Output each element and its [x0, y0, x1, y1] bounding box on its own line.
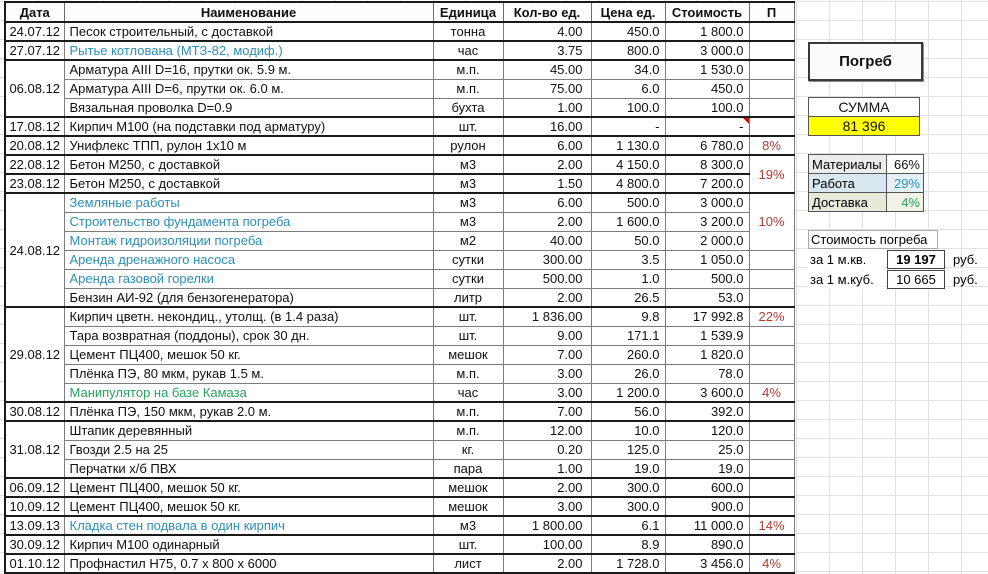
unit-cell[interactable]: м.п.: [433, 79, 503, 98]
cost-cell[interactable]: 600.0: [665, 478, 749, 497]
qty-cell[interactable]: 1.00: [503, 98, 591, 117]
qty-cell[interactable]: 6.00: [503, 193, 591, 212]
table-row: [5, 250, 794, 269]
date-cell[interactable]: 10.09.12: [5, 497, 64, 516]
price-cell[interactable]: 1.0: [591, 269, 665, 288]
table-row: [5, 269, 794, 288]
name-cell[interactable]: Унифлекс ТПП, рулон 1х10 м: [64, 136, 433, 155]
unit-cell[interactable]: пара: [433, 459, 503, 478]
name-cell[interactable]: Аренда дренажного насоса: [64, 250, 433, 269]
table-row: [5, 421, 794, 440]
date-cell[interactable]: 30.09.12: [5, 535, 64, 554]
percent-cell[interactable]: [749, 41, 794, 60]
cost-cell[interactable]: 1 050.0: [665, 250, 749, 269]
cost-cell[interactable]: 19.0: [665, 459, 749, 478]
cost-cell[interactable]: 1 530.0: [665, 60, 749, 79]
name-cell[interactable]: Тара возвратная (поддоны), срок 30 дн.: [64, 326, 433, 345]
date-cell[interactable]: 31.08.12: [5, 421, 64, 478]
unit-cell[interactable]: м.п.: [433, 421, 503, 440]
name-cell[interactable]: Цемент ПЦ400, мешок 50 кг.: [64, 497, 433, 516]
percent-cell[interactable]: [749, 421, 794, 440]
price-cell[interactable]: 9.8: [591, 307, 665, 326]
header-cell-cost[interactable]: Стоимость: [665, 2, 749, 22]
breakdown-value[interactable]: 29%: [887, 174, 924, 193]
expenses-table: [4, 1, 795, 574]
unit-cell[interactable]: шт.: [433, 307, 503, 326]
qty-cell[interactable]: 4.00: [503, 22, 591, 41]
cost-cell[interactable]: 1 800.0: [665, 22, 749, 41]
qty-cell[interactable]: 7.00: [503, 402, 591, 421]
qty-cell[interactable]: 1 836.00: [503, 307, 591, 326]
date-cell[interactable]: 27.07.12: [5, 41, 64, 60]
qty-cell[interactable]: 500.00: [503, 269, 591, 288]
price-cell[interactable]: 50.0: [591, 231, 665, 250]
price-cell[interactable]: 8.9: [591, 535, 665, 554]
qty-cell[interactable]: 6.00: [503, 136, 591, 155]
unit-cell[interactable]: м.п.: [433, 364, 503, 383]
header-cell-unit[interactable]: Единица: [433, 2, 503, 22]
percent-cell[interactable]: 8%: [749, 136, 794, 155]
qty-cell[interactable]: 2.00: [503, 478, 591, 497]
breakdown-row-work: [809, 174, 924, 193]
table-row: [5, 193, 794, 212]
unit-cell[interactable]: тонна: [433, 22, 503, 41]
percent-cell[interactable]: [749, 98, 794, 117]
header-cell-percent[interactable]: П: [749, 2, 794, 22]
price-cell[interactable]: 450.0: [591, 22, 665, 41]
unit-cell[interactable]: м3: [433, 155, 503, 174]
unit-cell[interactable]: час: [433, 383, 503, 402]
cost-cell[interactable]: 2 000.0: [665, 231, 749, 250]
table-row: [5, 288, 794, 307]
price-cell[interactable]: 34.0: [591, 60, 665, 79]
percent-cell[interactable]: 22%: [749, 307, 794, 326]
name-cell[interactable]: Монтаж гидроизоляции погреба: [64, 231, 433, 250]
name-cell[interactable]: Перчатки х/б ПВХ: [64, 459, 433, 478]
qty-cell[interactable]: 2.00: [503, 288, 591, 307]
unit-cell[interactable]: м3: [433, 516, 503, 535]
name-cell[interactable]: Штапик деревянный: [64, 421, 433, 440]
table-row: [5, 307, 794, 326]
qty-cell[interactable]: 2.00: [503, 155, 591, 174]
qty-cell[interactable]: 0.20: [503, 440, 591, 459]
qty-cell[interactable]: 3.00: [503, 497, 591, 516]
name-cell[interactable]: Вязальная проволка D=0.9: [64, 98, 433, 117]
price-cell[interactable]: 4 800.0: [591, 174, 665, 193]
table-row: [5, 364, 794, 383]
percent-cell[interactable]: [749, 535, 794, 554]
price-cell[interactable]: -: [591, 117, 665, 136]
price-cell[interactable]: 300.0: [591, 478, 665, 497]
date-cell[interactable]: 24.08.12: [5, 193, 64, 307]
table-row: [5, 212, 794, 231]
cost-cell[interactable]: -: [665, 117, 749, 136]
unit-cell[interactable]: сутки: [433, 250, 503, 269]
table-row: [5, 41, 794, 60]
date-cell[interactable]: 06.08.12: [5, 60, 64, 117]
unit-cell[interactable]: мешок: [433, 497, 503, 516]
unit-cell[interactable]: м3: [433, 193, 503, 212]
name-cell[interactable]: Плёнка ПЭ, 80 мкм, рукав 1.5 м.: [64, 364, 433, 383]
qty-cell[interactable]: 100.00: [503, 535, 591, 554]
unit-cell[interactable]: рулон: [433, 136, 503, 155]
date-cell[interactable]: 01.10.12: [5, 554, 64, 573]
header-cell-price[interactable]: Цена ед.: [591, 2, 665, 22]
table-row: [5, 497, 794, 516]
cost-cell[interactable]: 8 300.0: [665, 155, 749, 174]
cost-cell[interactable]: 500.0: [665, 269, 749, 288]
cost-cell[interactable]: 7 200.0: [665, 174, 749, 193]
table-row: [5, 516, 794, 535]
cost-cell[interactable]: 1 539.9: [665, 326, 749, 345]
percent-cell[interactable]: [749, 288, 794, 307]
table-row: [5, 440, 794, 459]
date-cell[interactable]: 13.09.13: [5, 516, 64, 535]
unit-cell[interactable]: шт.: [433, 535, 503, 554]
name-cell[interactable]: Бетон М250, с доставкой: [64, 155, 433, 174]
qty-cell[interactable]: 75.00: [503, 79, 591, 98]
price-cell[interactable]: 300.0: [591, 497, 665, 516]
qty-cell[interactable]: 12.00: [503, 421, 591, 440]
cost-cell[interactable]: 1 820.0: [665, 345, 749, 364]
table-row: [5, 554, 794, 573]
date-cell[interactable]: 06.09.12: [5, 478, 64, 497]
name-cell[interactable]: Кладка стен подвала в один кирпич: [64, 516, 433, 535]
cost-cell[interactable]: 3 000.0: [665, 41, 749, 60]
percent-cell[interactable]: [749, 364, 794, 383]
name-cell[interactable]: Кирпич цветн. некондиц., утолщ. (в 1.4 раза): [64, 307, 433, 326]
name-cell[interactable]: Плёнка ПЭ, 150 мкм, рукав 2.0 м.: [64, 402, 433, 421]
percent-cell[interactable]: [749, 402, 794, 421]
percent-cell[interactable]: [749, 440, 794, 459]
price-cell[interactable]: 26.5: [591, 288, 665, 307]
name-cell[interactable]: Профнастил Н75, 0.7 х 800 х 6000: [64, 554, 433, 573]
cost-cell[interactable]: 900.0: [665, 497, 749, 516]
percent-cell[interactable]: [749, 60, 794, 79]
cost-per-cbm-label: за 1 м.куб.: [808, 270, 884, 289]
table-row: [5, 136, 794, 155]
date-cell[interactable]: 23.08.12: [5, 174, 64, 193]
name-cell[interactable]: Земляные работы: [64, 193, 433, 212]
breakdown-row-materials: [809, 155, 924, 174]
qty-cell[interactable]: 3.75: [503, 41, 591, 60]
price-cell[interactable]: 260.0: [591, 345, 665, 364]
sum-value-cell[interactable]: 81 396: [808, 116, 920, 136]
price-cell[interactable]: 1 728.0: [591, 554, 665, 573]
qty-cell[interactable]: 1.00: [503, 459, 591, 478]
date-cell[interactable]: 24.07.12: [5, 22, 64, 41]
cost-per-sqm-label: за 1 м.кв.: [808, 250, 884, 269]
percent-cell[interactable]: 10%: [749, 193, 794, 250]
comment-marker-icon: [743, 118, 749, 124]
percent-cell[interactable]: 4%: [749, 383, 794, 402]
breakdown-value[interactable]: 4%: [887, 193, 924, 212]
percent-cell[interactable]: [749, 22, 794, 41]
unit-cell[interactable]: бухта: [433, 98, 503, 117]
table-row: [5, 155, 794, 174]
price-cell[interactable]: 6.0: [591, 79, 665, 98]
cost-cell[interactable]: 17 992.8: [665, 307, 749, 326]
cost-cell[interactable]: 392.0: [665, 402, 749, 421]
table-row: [5, 459, 794, 478]
unit-cell[interactable]: кг.: [433, 440, 503, 459]
cost-cell[interactable]: 6 780.0: [665, 136, 749, 155]
price-cell[interactable]: 100.0: [591, 98, 665, 117]
percent-cell[interactable]: [749, 326, 794, 345]
name-cell[interactable]: Цемент ПЦ400, мешок 50 кг.: [64, 478, 433, 497]
cost-cell[interactable]: 450.0: [665, 79, 749, 98]
name-cell[interactable]: Арматура АIII D=16, прутки ок. 5.9 м.: [64, 60, 433, 79]
price-cell[interactable]: 4 150.0: [591, 155, 665, 174]
qty-cell[interactable]: 45.00: [503, 60, 591, 79]
name-cell[interactable]: Строительство фундамента погреба: [64, 212, 433, 231]
percent-cell[interactable]: 4%: [749, 554, 794, 573]
breakdown-label[interactable]: Работа: [809, 174, 887, 193]
percent-cell[interactable]: [749, 478, 794, 497]
cost-cell[interactable]: 53.0: [665, 288, 749, 307]
name-cell[interactable]: Рытье котлована (МТЗ-82, модиф.): [64, 41, 433, 60]
table-row: [5, 22, 794, 41]
cost-cell[interactable]: 100.0: [665, 98, 749, 117]
cost-cell[interactable]: 3 456.0: [665, 554, 749, 573]
table-row: [5, 117, 794, 136]
unit-cell[interactable]: лист: [433, 554, 503, 573]
header-cell-qty[interactable]: Кол-во ед.: [503, 2, 591, 22]
table-row: [5, 60, 794, 79]
date-cell[interactable]: 20.08.12: [5, 136, 64, 155]
price-cell[interactable]: 500.0: [591, 193, 665, 212]
percent-cell[interactable]: [749, 459, 794, 478]
price-cell[interactable]: 3.5: [591, 250, 665, 269]
table-row: [5, 231, 794, 250]
price-cell[interactable]: 56.0: [591, 402, 665, 421]
breakdown-label[interactable]: Материалы: [809, 155, 887, 174]
qty-cell[interactable]: 3.00: [503, 364, 591, 383]
breakdown-row-delivery: [809, 193, 924, 212]
cost-cell[interactable]: 3 600.0: [665, 383, 749, 402]
percent-cell[interactable]: [749, 269, 794, 288]
unit-cell[interactable]: литр: [433, 288, 503, 307]
percent-cell[interactable]: 19%: [749, 155, 794, 193]
price-cell[interactable]: 1 130.0: [591, 136, 665, 155]
name-cell[interactable]: Аренда газовой горелки: [64, 269, 433, 288]
percent-cell[interactable]: [749, 497, 794, 516]
name-cell[interactable]: Цемент ПЦ400, мешок 50 кг.: [64, 345, 433, 364]
unit-cell[interactable]: м3: [433, 212, 503, 231]
qty-cell[interactable]: 1.50: [503, 174, 591, 193]
percent-cell[interactable]: 14%: [749, 516, 794, 535]
price-cell[interactable]: 26.0: [591, 364, 665, 383]
name-cell[interactable]: Песок строительный, с доставкой: [64, 22, 433, 41]
date-cell[interactable]: 29.08.12: [5, 307, 64, 402]
unit-cell[interactable]: мешок: [433, 478, 503, 497]
cellar-button[interactable]: Погреб: [808, 42, 923, 81]
header-cell-date[interactable]: Дата: [5, 2, 64, 22]
cost-per-sqm-value[interactable]: 19 197: [887, 250, 945, 269]
qty-cell[interactable]: 7.00: [503, 345, 591, 364]
table-header: [5, 2, 794, 22]
table-row: [5, 326, 794, 345]
qty-cell[interactable]: 9.00: [503, 326, 591, 345]
table-row: [5, 478, 794, 497]
cost-breakdown-table: [808, 154, 924, 212]
price-cell[interactable]: 10.0: [591, 421, 665, 440]
price-cell[interactable]: 171.1: [591, 326, 665, 345]
unit-cell[interactable]: м.п.: [433, 402, 503, 421]
header-cell-name[interactable]: Наименование: [64, 2, 433, 22]
table-row: [5, 174, 794, 193]
cost-cell[interactable]: 11 000.0: [665, 516, 749, 535]
unit-cell[interactable]: шт.: [433, 117, 503, 136]
qty-cell[interactable]: 2.00: [503, 554, 591, 573]
unit-cell[interactable]: м2: [433, 231, 503, 250]
price-cell[interactable]: 1 600.0: [591, 212, 665, 231]
price-cell[interactable]: 800.0: [591, 41, 665, 60]
cost-per-cbm-value[interactable]: 10 665: [887, 270, 945, 289]
percent-cell[interactable]: [749, 250, 794, 269]
cellar-cost-title: Стоимость погреба: [808, 230, 938, 249]
unit-cell[interactable]: м.п.: [433, 60, 503, 79]
name-cell[interactable]: Кирпич М100 (на подставки под арматуру): [64, 117, 433, 136]
table-row: [5, 345, 794, 364]
percent-cell[interactable]: [749, 345, 794, 364]
name-cell[interactable]: Арматура АIII D=6, прутки ок. 6.0 м.: [64, 79, 433, 98]
price-cell[interactable]: 125.0: [591, 440, 665, 459]
price-cell[interactable]: 6.1: [591, 516, 665, 535]
cost-cell[interactable]: 3 200.0: [665, 212, 749, 231]
name-cell[interactable]: Бетон М250, с доставкой: [64, 174, 433, 193]
name-cell[interactable]: Манипулятор на базе Камаза: [64, 383, 433, 402]
qty-cell[interactable]: 1 800.00: [503, 516, 591, 535]
date-cell[interactable]: 22.08.12: [5, 155, 64, 174]
cost-cell[interactable]: 3 000.0: [665, 193, 749, 212]
cost-per-sqm-unit: руб.: [953, 252, 978, 267]
table-row: [5, 98, 794, 117]
price-cell[interactable]: 19.0: [591, 459, 665, 478]
unit-cell[interactable]: мешок: [433, 345, 503, 364]
sum-label-cell: СУММА: [808, 97, 920, 117]
percent-cell[interactable]: [749, 117, 794, 136]
qty-cell[interactable]: 3.00: [503, 383, 591, 402]
name-cell[interactable]: Кирпич М100 одинарный: [64, 535, 433, 554]
cost-cell[interactable]: 78.0: [665, 364, 749, 383]
breakdown-label[interactable]: Доставка: [809, 193, 887, 212]
date-cell[interactable]: 30.08.12: [5, 402, 64, 421]
name-cell[interactable]: Гвозди 2.5 на 25: [64, 440, 433, 459]
cost-cell[interactable]: 25.0: [665, 440, 749, 459]
header-row: [5, 2, 794, 22]
price-cell[interactable]: 1 200.0: [591, 383, 665, 402]
table-row: [5, 383, 794, 402]
table-row: [5, 535, 794, 554]
table-row: [5, 79, 794, 98]
unit-cell[interactable]: шт.: [433, 326, 503, 345]
cost-cell[interactable]: 120.0: [665, 421, 749, 440]
unit-cell[interactable]: час: [433, 41, 503, 60]
qty-cell[interactable]: 2.00: [503, 212, 591, 231]
qty-cell[interactable]: 16.00: [503, 117, 591, 136]
cost-cell[interactable]: 890.0: [665, 535, 749, 554]
cost-per-cbm-unit: руб.: [953, 272, 978, 287]
unit-cell[interactable]: м3: [433, 174, 503, 193]
percent-cell[interactable]: [749, 79, 794, 98]
date-cell[interactable]: 17.08.12: [5, 117, 64, 136]
name-cell[interactable]: Бензин АИ-92 (для бензогенератора): [64, 288, 433, 307]
qty-cell[interactable]: 300.00: [503, 250, 591, 269]
unit-cell[interactable]: сутки: [433, 269, 503, 288]
qty-cell[interactable]: 40.00: [503, 231, 591, 250]
breakdown-value[interactable]: 66%: [887, 155, 924, 174]
table-row: [5, 402, 794, 421]
